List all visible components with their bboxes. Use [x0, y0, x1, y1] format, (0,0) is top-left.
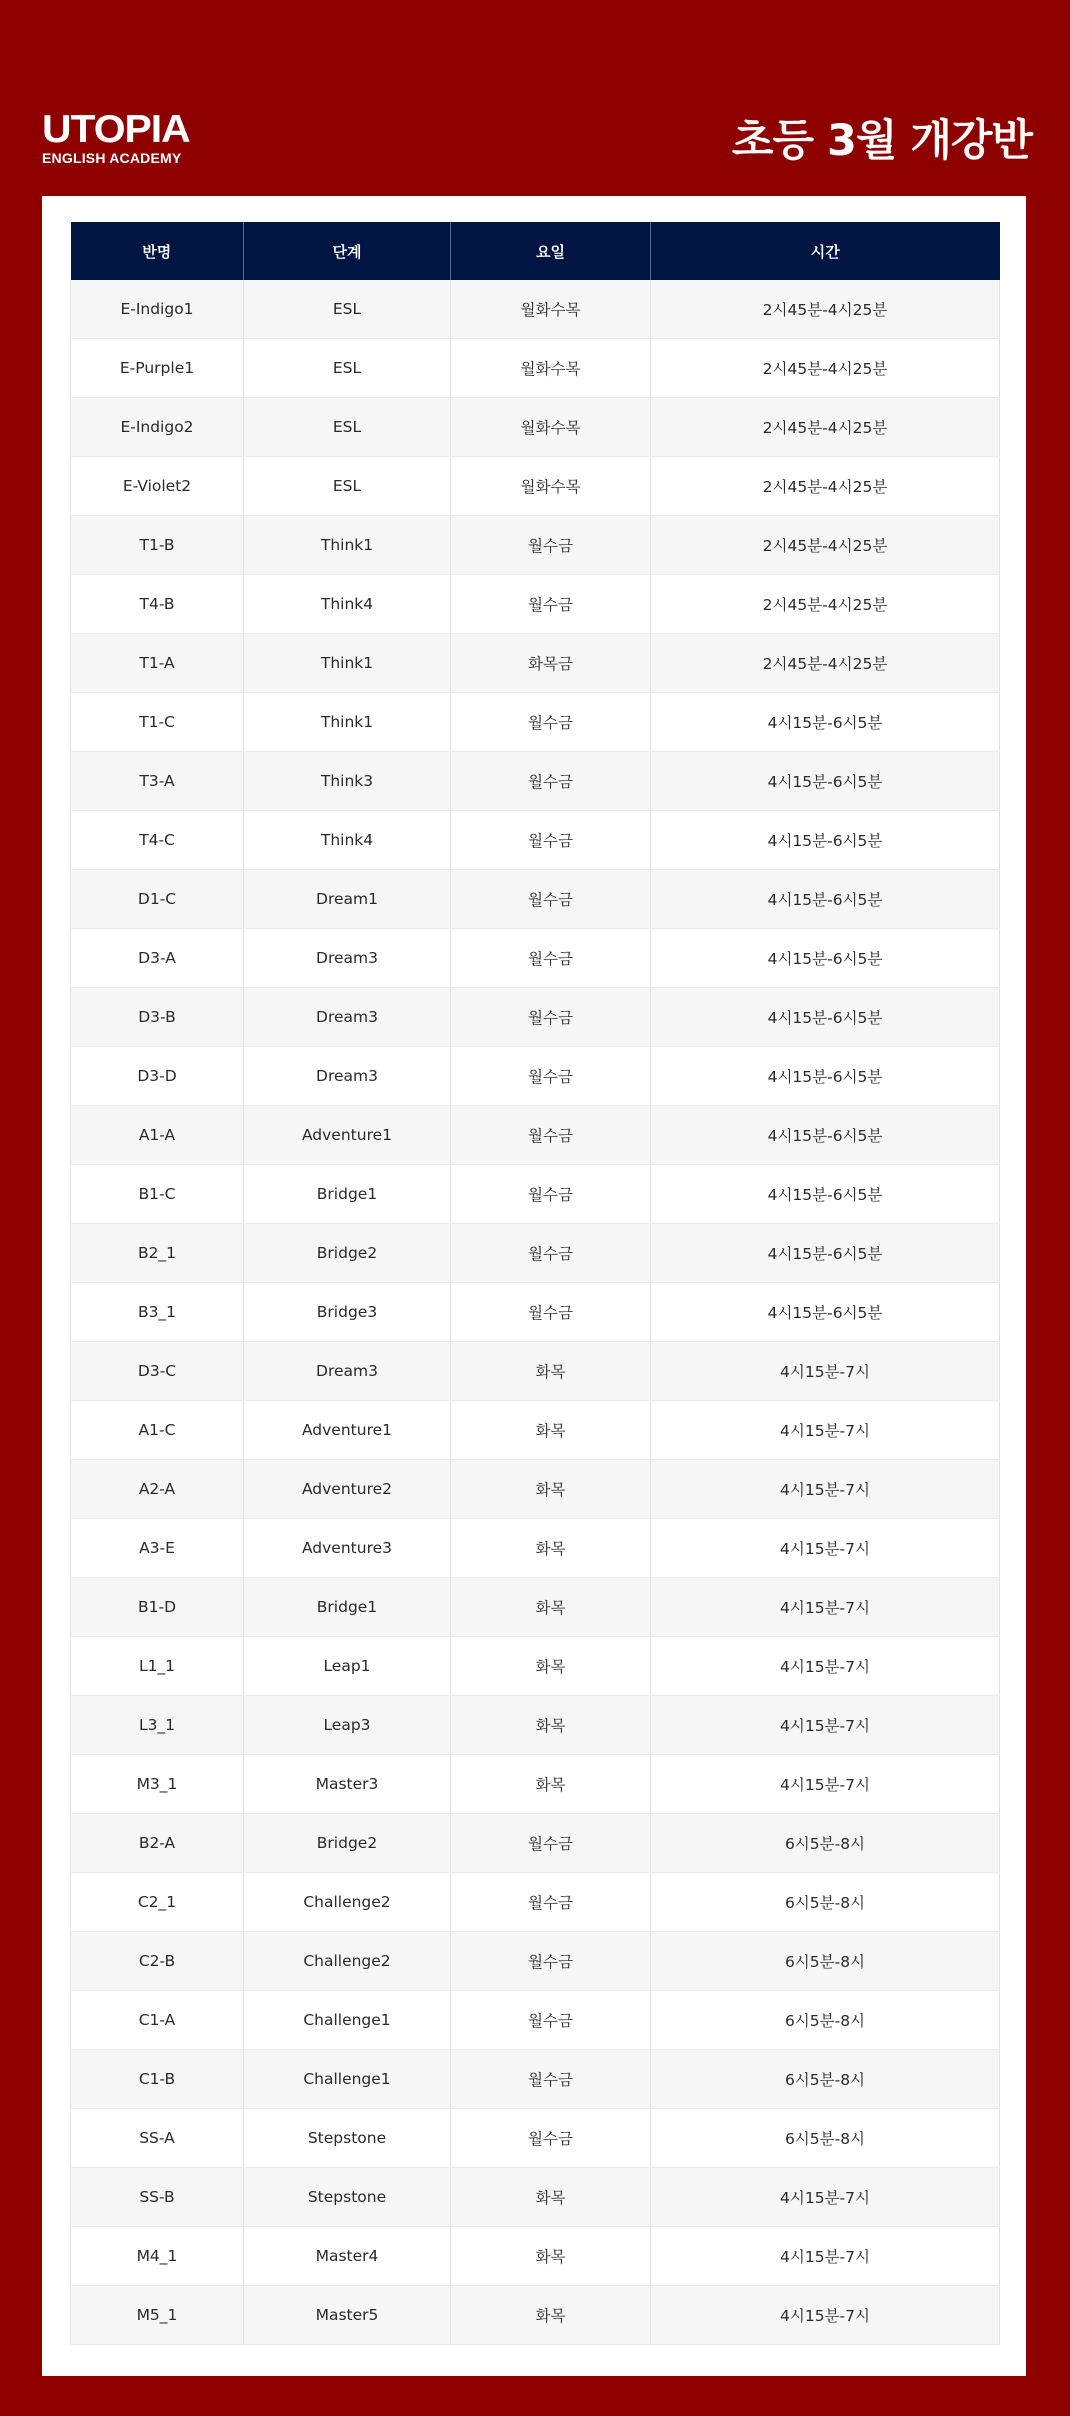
cell-days: 월수금: [451, 516, 651, 575]
cell-days: 화목: [451, 1342, 651, 1401]
cell-days: 화목: [451, 2227, 651, 2286]
cell-class-name: D3-A: [71, 929, 244, 988]
cell-level: Think3: [244, 752, 451, 811]
cell-days: 월수금: [451, 1283, 651, 1342]
cell-days: 월수금: [451, 752, 651, 811]
cell-level: Challenge2: [244, 1932, 451, 1991]
table-row: [71, 339, 1000, 398]
table-row: [71, 1755, 1000, 1814]
cell-days: 화목: [451, 1755, 651, 1814]
cell-level: Bridge1: [244, 1578, 451, 1637]
page-header: [0, 0, 1070, 196]
cell-level: Dream3: [244, 1342, 451, 1401]
cell-time: 6시5분-8시: [651, 2109, 1000, 2168]
cell-level: Think1: [244, 634, 451, 693]
cell-days: 월수금: [451, 693, 651, 752]
cell-time: 4시15분-7시: [651, 1637, 1000, 1696]
cell-level: Dream3: [244, 1047, 451, 1106]
cell-time: 4시15분-7시: [651, 1519, 1000, 1578]
cell-days: 월수금: [451, 811, 651, 870]
cell-days: 월수금: [451, 575, 651, 634]
cell-class-name: M5_1: [71, 2286, 244, 2345]
table-row: [71, 870, 1000, 929]
cell-days: 월화수목: [451, 280, 651, 339]
cell-level: Challenge1: [244, 1991, 451, 2050]
cell-level: Leap1: [244, 1637, 451, 1696]
table-row: [71, 398, 1000, 457]
cell-days: 월수금: [451, 988, 651, 1047]
column-header-time: 시간: [651, 222, 1000, 280]
cell-time: 4시15분-6시5분: [651, 1224, 1000, 1283]
cell-days: 월수금: [451, 1873, 651, 1932]
utopia-logo: [42, 108, 190, 166]
cell-class-name: C1-A: [71, 1991, 244, 2050]
cell-class-name: SS-A: [71, 2109, 244, 2168]
cell-days: 월수금: [451, 1224, 651, 1283]
cell-days: 월수금: [451, 1932, 651, 1991]
cell-time: 4시15분-7시: [651, 1342, 1000, 1401]
cell-days: 화목: [451, 2286, 651, 2345]
cell-class-name: E-Indigo2: [71, 398, 244, 457]
cell-time: 4시15분-6시5분: [651, 929, 1000, 988]
cell-days: 화목: [451, 2168, 651, 2227]
cell-class-name: E-Purple1: [71, 339, 244, 398]
cell-level: Master5: [244, 2286, 451, 2345]
cell-days: 월수금: [451, 2109, 651, 2168]
table-row: [71, 1460, 1000, 1519]
cell-level: Leap3: [244, 1696, 451, 1755]
cell-time: 4시15분-6시5분: [651, 1283, 1000, 1342]
cell-class-name: D3-D: [71, 1047, 244, 1106]
cell-class-name: E-Indigo1: [71, 280, 244, 339]
cell-level: Bridge1: [244, 1165, 451, 1224]
cell-class-name: B2_1: [71, 1224, 244, 1283]
column-header-days: 요일: [451, 222, 651, 280]
cell-class-name: D1-C: [71, 870, 244, 929]
cell-time: 2시45분-4시25분: [651, 634, 1000, 693]
logo-wordmark: UTOPIA: [42, 108, 190, 151]
table-row: [71, 1047, 1000, 1106]
table-row: [71, 516, 1000, 575]
table-row: [71, 457, 1000, 516]
cell-class-name: E-Violet2: [71, 457, 244, 516]
cell-class-name: C2-B: [71, 1932, 244, 1991]
cell-level: Master4: [244, 2227, 451, 2286]
cell-time: 6시5분-8시: [651, 1814, 1000, 1873]
table-row: [71, 811, 1000, 870]
table-row: [71, 1696, 1000, 1755]
cell-time: 4시15분-6시5분: [651, 1165, 1000, 1224]
cell-class-name: M3_1: [71, 1755, 244, 1814]
table-row: [71, 1224, 1000, 1283]
table-row: [71, 2286, 1000, 2345]
cell-days: 화목: [451, 1519, 651, 1578]
table-row: [71, 575, 1000, 634]
cell-level: Bridge2: [244, 1814, 451, 1873]
cell-days: 월화수목: [451, 398, 651, 457]
cell-level: Dream1: [244, 870, 451, 929]
cell-time: 6시5분-8시: [651, 1873, 1000, 1932]
table-row: [71, 1932, 1000, 1991]
cell-level: Bridge3: [244, 1283, 451, 1342]
cell-class-name: T4-B: [71, 575, 244, 634]
cell-level: Stepstone: [244, 2109, 451, 2168]
cell-days: 화목: [451, 1578, 651, 1637]
cell-days: 월수금: [451, 929, 651, 988]
page-title: 초등 3월 개강반: [731, 116, 1032, 166]
cell-class-name: T3-A: [71, 752, 244, 811]
cell-class-name: D3-C: [71, 1342, 244, 1401]
cell-class-name: T4-C: [71, 811, 244, 870]
cell-days: 월수금: [451, 2050, 651, 2109]
cell-level: Dream3: [244, 929, 451, 988]
table-row: [71, 1578, 1000, 1637]
cell-time: 4시15분-6시5분: [651, 870, 1000, 929]
table-row: [71, 693, 1000, 752]
table-row: [71, 634, 1000, 693]
cell-time: 2시45분-4시25분: [651, 575, 1000, 634]
cell-class-name: A1-A: [71, 1106, 244, 1165]
cell-days: 월수금: [451, 1165, 651, 1224]
cell-class-name: T1-A: [71, 634, 244, 693]
cell-level: Adventure1: [244, 1106, 451, 1165]
cell-time: 2시45분-4시25분: [651, 398, 1000, 457]
cell-time: 4시15분-6시5분: [651, 811, 1000, 870]
cell-level: Think1: [244, 516, 451, 575]
cell-class-name: B2-A: [71, 1814, 244, 1873]
cell-time: 2시45분-4시25분: [651, 457, 1000, 516]
column-header-level: 단계: [244, 222, 451, 280]
cell-days: 월수금: [451, 1991, 651, 2050]
table-row: [71, 1637, 1000, 1696]
column-header-class: 반명: [71, 222, 244, 280]
cell-level: Stepstone: [244, 2168, 451, 2227]
logo-subtitle: ENGLISH ACADEMY: [42, 150, 182, 166]
cell-class-name: C1-B: [71, 2050, 244, 2109]
cell-class-name: A3-E: [71, 1519, 244, 1578]
table-body: [71, 280, 1000, 2345]
cell-level: Dream3: [244, 988, 451, 1047]
cell-level: Think4: [244, 811, 451, 870]
table-row: [71, 929, 1000, 988]
cell-level: ESL: [244, 339, 451, 398]
cell-time: 6시5분-8시: [651, 2050, 1000, 2109]
cell-days: 화목금: [451, 634, 651, 693]
cell-time: 2시45분-4시25분: [651, 339, 1000, 398]
cell-time: 4시15분-7시: [651, 1401, 1000, 1460]
cell-level: ESL: [244, 398, 451, 457]
cell-time: 6시5분-8시: [651, 1991, 1000, 2050]
schedule-card: [42, 196, 1026, 2376]
cell-class-name: L1_1: [71, 1637, 244, 1696]
cell-level: Adventure1: [244, 1401, 451, 1460]
cell-time: 4시15분-7시: [651, 2286, 1000, 2345]
cell-class-name: B1-D: [71, 1578, 244, 1637]
table-row: [71, 280, 1000, 339]
table-row: [71, 1165, 1000, 1224]
table-row: [71, 1991, 1000, 2050]
cell-level: Challenge1: [244, 2050, 451, 2109]
table-row: [71, 1342, 1000, 1401]
cell-time: 4시15분-7시: [651, 1460, 1000, 1519]
cell-days: 월수금: [451, 1047, 651, 1106]
table-row: [71, 2050, 1000, 2109]
cell-class-name: L3_1: [71, 1696, 244, 1755]
cell-time: 4시15분-6시5분: [651, 752, 1000, 811]
cell-class-name: SS-B: [71, 2168, 244, 2227]
cell-time: 4시15분-6시5분: [651, 1106, 1000, 1165]
table-row: [71, 1106, 1000, 1165]
cell-class-name: T1-C: [71, 693, 244, 752]
table-row: [71, 1873, 1000, 1932]
cell-days: 화목: [451, 1696, 651, 1755]
cell-time: 4시15분-6시5분: [651, 693, 1000, 752]
cell-class-name: C2_1: [71, 1873, 244, 1932]
cell-days: 월수금: [451, 1814, 651, 1873]
cell-class-name: B3_1: [71, 1283, 244, 1342]
cell-class-name: M4_1: [71, 2227, 244, 2286]
cell-days: 월화수목: [451, 339, 651, 398]
cell-time: 4시15분-6시5분: [651, 1047, 1000, 1106]
cell-time: 2시45분-4시25분: [651, 280, 1000, 339]
table-row: [71, 1401, 1000, 1460]
cell-class-name: A1-C: [71, 1401, 244, 1460]
cell-class-name: A2-A: [71, 1460, 244, 1519]
table-header-row: [71, 222, 1000, 280]
cell-days: 화목: [451, 1401, 651, 1460]
cell-level: ESL: [244, 280, 451, 339]
table-row: [71, 1519, 1000, 1578]
table-row: [71, 1283, 1000, 1342]
cell-time: 2시45분-4시25분: [651, 516, 1000, 575]
cell-time: 4시15분-7시: [651, 2168, 1000, 2227]
table-row: [71, 988, 1000, 1047]
cell-level: Think1: [244, 693, 451, 752]
cell-time: 4시15분-7시: [651, 1696, 1000, 1755]
cell-days: 화목: [451, 1460, 651, 1519]
cell-level: Think4: [244, 575, 451, 634]
cell-time: 4시15분-7시: [651, 1755, 1000, 1814]
cell-time: 4시15분-6시5분: [651, 988, 1000, 1047]
cell-time: 6시5분-8시: [651, 1932, 1000, 1991]
cell-time: 4시15분-7시: [651, 2227, 1000, 2286]
table-row: [71, 1814, 1000, 1873]
cell-time: 4시15분-7시: [651, 1578, 1000, 1637]
cell-days: 월수금: [451, 870, 651, 929]
cell-level: Adventure3: [244, 1519, 451, 1578]
cell-days: 월화수목: [451, 457, 651, 516]
class-schedule-table: [70, 222, 1000, 2345]
cell-level: ESL: [244, 457, 451, 516]
cell-level: Challenge2: [244, 1873, 451, 1932]
cell-level: Adventure2: [244, 1460, 451, 1519]
table-row: [71, 2109, 1000, 2168]
cell-class-name: B1-C: [71, 1165, 244, 1224]
cell-days: 월수금: [451, 1106, 651, 1165]
cell-class-name: T1-B: [71, 516, 244, 575]
table-row: [71, 2227, 1000, 2286]
cell-days: 화목: [451, 1637, 651, 1696]
cell-level: Master3: [244, 1755, 451, 1814]
table-row: [71, 752, 1000, 811]
table-row: [71, 2168, 1000, 2227]
cell-class-name: D3-B: [71, 988, 244, 1047]
cell-level: Bridge2: [244, 1224, 451, 1283]
